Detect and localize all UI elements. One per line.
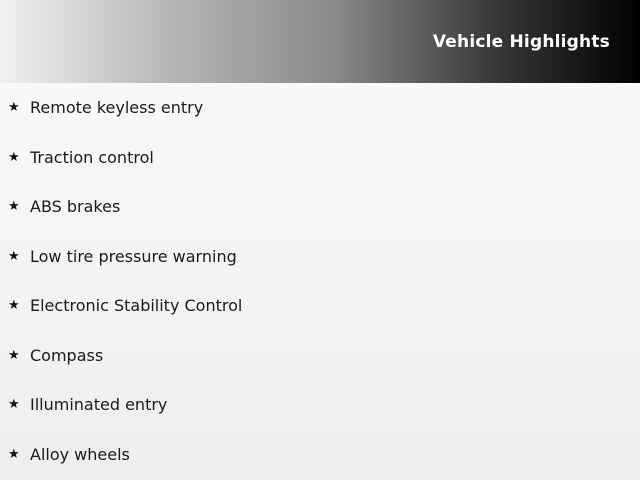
feature-label: Low tire pressure warning	[30, 246, 237, 266]
star-icon: ★	[8, 199, 20, 215]
feature-item	[0, 133, 640, 183]
feature-item	[0, 83, 640, 133]
feature-item	[0, 232, 640, 282]
feature-item	[0, 380, 640, 430]
feature-label: Electronic Stability Control	[30, 296, 243, 316]
feature-label: ABS brakes	[30, 197, 121, 217]
star-icon: ★	[8, 248, 20, 264]
feature-item	[0, 281, 640, 331]
star-icon: ★	[8, 347, 20, 363]
feature-item	[0, 331, 640, 381]
feature-label: Compass	[30, 345, 104, 365]
header-banner	[0, 0, 640, 83]
feature-label: Illuminated entry	[30, 395, 168, 415]
star-icon: ★	[8, 397, 20, 413]
feature-list	[0, 83, 640, 479]
star-icon: ★	[8, 149, 20, 165]
star-icon: ★	[8, 446, 20, 462]
star-icon: ★	[8, 298, 20, 314]
page-title: Vehicle Highlights	[432, 31, 610, 52]
star-icon: ★	[8, 100, 20, 116]
feature-item	[0, 430, 640, 480]
features-section	[0, 83, 640, 479]
feature-item	[0, 182, 640, 232]
feature-label: Alloy wheels	[30, 444, 130, 464]
feature-label: Remote keyless entry	[30, 98, 204, 118]
feature-label: Traction control	[30, 147, 154, 167]
